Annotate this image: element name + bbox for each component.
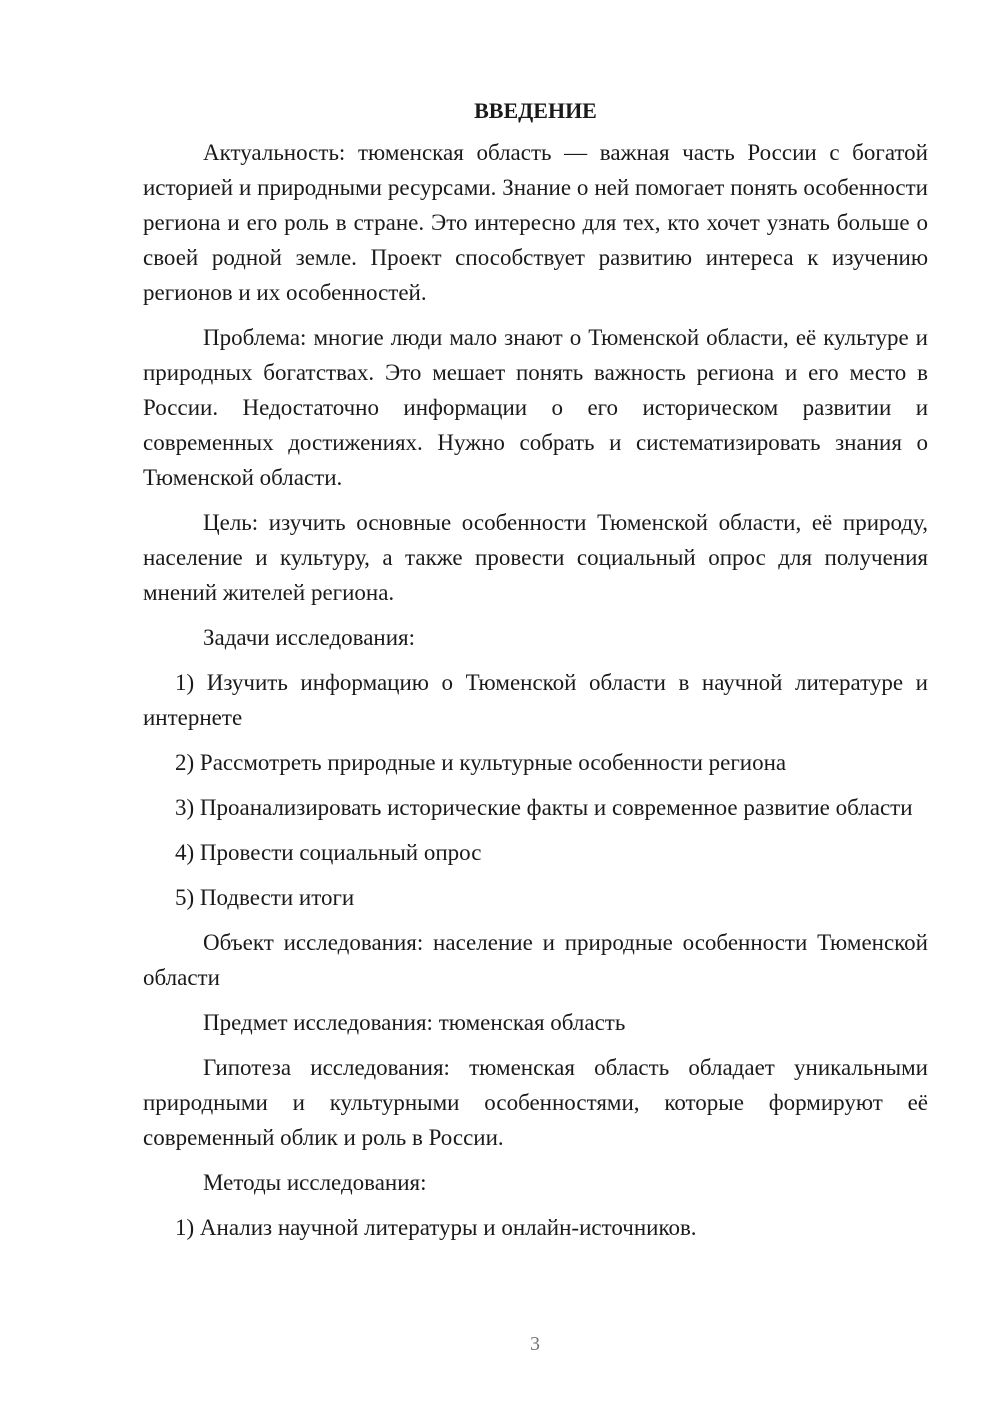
- relevance-paragraph: Актуальность: тюменская область — важная часть России с богатой историей и природными ресурсами. Знание о ней помогает понять особенности региона и его роль в стране. Это интересно для тех, кто хочет узнать больше о своей родной земле. Проект способствует развитию интереса к изучению регионов и их особенностей.: [143, 140, 928, 305]
- object-paragraph: Объект исследования: население и природные особенности Тюменской области: [143, 930, 928, 990]
- tasks-title: Задачи исследования:: [203, 625, 416, 650]
- subject-paragraph: Предмет исследования: тюменская область: [203, 1010, 626, 1035]
- task-item-1: 1) Изучить информацию о Тюменской области в научной литературе и интернете: [143, 670, 928, 730]
- page-content: [143, 93, 928, 1255]
- task-item-3: 3) Проанализировать исторические факты и современное развитие области: [175, 795, 913, 820]
- task-item-2: 2) Рассмотреть природные и культурные особенности региона: [175, 750, 787, 775]
- task-item-5: 5) Подвести итоги: [175, 885, 355, 910]
- goal-paragraph: Цель: изучить основные особенности Тюменской области, её природу, население и культуру, а также провести социальный опрос для получения мнений жителей региона.: [143, 510, 928, 605]
- problem-paragraph: Проблема: многие люди мало знают о Тюменской области, её культуре и природных богатствах. Это мешает понять важность региона и его место в России. Недостаточно информации о его историческом развитии и современных достижениях. Нужно собрать и систематизировать знания о Тюменской области.: [143, 325, 928, 490]
- hypothesis-paragraph: Гипотеза исследования: тюменская область обладает уникальными природными и культурными особенностями, которые формируют её современный облик и роль в России.: [143, 1055, 928, 1150]
- methods-title: Методы исследования:: [203, 1170, 427, 1195]
- page-number: 3: [530, 1333, 540, 1355]
- task-item-4: 4) Провести социальный опрос: [175, 840, 482, 865]
- method-item-1: 1) Анализ научной литературы и онлайн-источников.: [175, 1215, 697, 1240]
- section-heading: ВВЕДЕНИЕ: [474, 98, 597, 123]
